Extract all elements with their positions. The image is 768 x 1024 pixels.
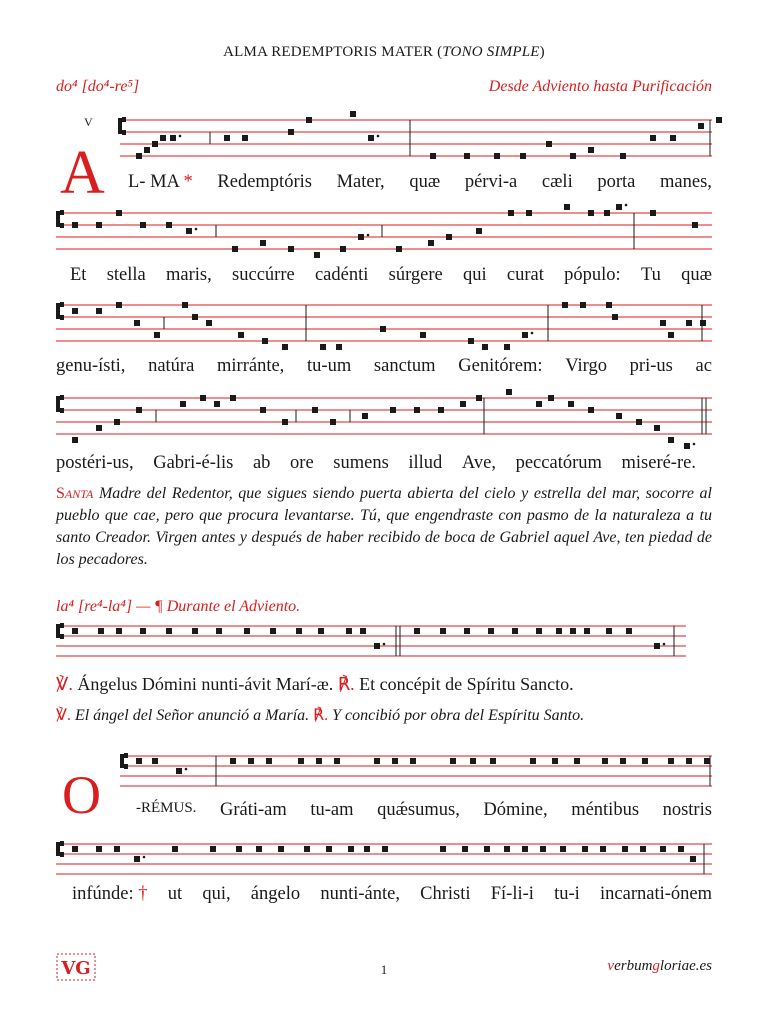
neume (600, 846, 606, 852)
neume (574, 758, 580, 764)
neume (606, 628, 612, 634)
neume (180, 401, 186, 407)
response-symbol: ℟. (337, 674, 355, 694)
c-clef (56, 624, 60, 638)
c-clef (124, 764, 128, 769)
neume (704, 758, 710, 764)
neume (476, 228, 482, 234)
neume (588, 210, 594, 216)
neume (140, 222, 146, 228)
neume-dot (383, 643, 386, 646)
c-clef (56, 303, 60, 319)
neume (96, 308, 102, 314)
neume (230, 395, 236, 401)
page-title (0, 44, 768, 61)
neume (568, 401, 574, 407)
neume (216, 628, 222, 634)
neume (160, 135, 166, 141)
dagger-mark: † (138, 884, 148, 904)
neume (700, 320, 706, 326)
neume (182, 302, 188, 308)
c-clef (122, 117, 126, 122)
neume (238, 332, 244, 338)
neume (490, 758, 496, 764)
neume (622, 846, 628, 852)
neume (580, 302, 586, 308)
svg-text:VG: VG (61, 958, 91, 979)
neume-dot (625, 204, 628, 207)
neume (560, 846, 566, 852)
neume-dot (367, 234, 370, 237)
neume (116, 210, 122, 216)
neume (360, 628, 366, 634)
neume (670, 135, 676, 141)
asterisk-mark: * (183, 172, 193, 192)
lyric-line-4: postéri-us, Gabri-é-lis ab ore sumens illud Ave, peccatórum miseré-re. (56, 453, 696, 473)
page-number: 1 (380, 962, 388, 977)
neume (72, 437, 78, 443)
neume (440, 846, 446, 852)
neume-dot (179, 135, 182, 138)
neume (660, 846, 666, 852)
neume (114, 419, 120, 425)
neume (380, 326, 386, 332)
neume (390, 407, 396, 413)
neume (170, 135, 176, 141)
neume (248, 758, 254, 764)
neume (72, 628, 78, 634)
neume (304, 846, 310, 852)
neume (346, 628, 352, 634)
neume (464, 628, 470, 634)
neume (556, 628, 562, 634)
drop-cap-a: A (60, 139, 105, 207)
translation-initial: S (56, 485, 65, 502)
neume (570, 628, 576, 634)
neume (522, 846, 528, 852)
neume (334, 758, 340, 764)
staff-4 (56, 390, 712, 450)
spanish-translation: SANTA Madre del Redentor, que sigues siendo puerta abierta del cielo y estrella del mar, socorre al pueblo que cae, pero que procura levantarse. Tú, que engendraste con pasmo de la naturaleza a tu santo Creador. Virgen antes y después de haber recibido de boca de Gabriel aquel Ave, ten piedad de los pecadores. (56, 485, 712, 568)
neume (266, 758, 272, 764)
season-rubric: Desde Adviento hasta Purificación (488, 78, 712, 95)
neume (626, 628, 632, 634)
site-link[interactable]: verbumgloriae.es (607, 958, 712, 974)
versicle-spanish: ℣. El ángel del Señor anunció a María. ℟. Y concibió por obra del Espíritu Santo. (56, 707, 585, 724)
neume (348, 846, 354, 852)
neume (684, 443, 690, 449)
lyric-line-2: Et stella maris, succúrre cadénti súrgere qui curat pópulo: Tu quæ (70, 265, 712, 285)
neume (114, 846, 120, 852)
staff-3 (56, 297, 712, 357)
neume (464, 153, 470, 159)
neume (214, 401, 220, 407)
neume (256, 846, 262, 852)
neume (270, 628, 276, 634)
neume (616, 413, 622, 419)
neume (232, 246, 238, 252)
neume (616, 204, 622, 210)
neume (192, 314, 198, 320)
neume (298, 758, 304, 764)
neume (340, 246, 346, 252)
neume-dot (531, 332, 534, 335)
neume (640, 846, 646, 852)
neume (296, 628, 302, 634)
neume (134, 856, 140, 862)
neume (410, 758, 416, 764)
neume (522, 332, 528, 338)
neume (562, 302, 568, 308)
neume (650, 135, 656, 141)
neume (318, 628, 324, 634)
neume-dot (185, 768, 188, 771)
neume (96, 846, 102, 852)
neume (620, 153, 626, 159)
neume (654, 425, 660, 431)
neume (636, 419, 642, 425)
c-clef (60, 223, 64, 228)
staff-2 (56, 205, 712, 265)
neume (540, 846, 546, 852)
staff-1 (120, 112, 712, 172)
neume (716, 117, 722, 123)
neume (374, 758, 380, 764)
neume (98, 628, 104, 634)
neume (314, 252, 320, 258)
oratio-line-2: infúnde: † ut qui, ángelo nunti-ánte, Christi Fí-li-i tu-i incarnati-ónem (72, 884, 712, 904)
staff-versicle (56, 622, 686, 662)
neume (152, 141, 158, 147)
neume (428, 240, 434, 246)
neume (336, 344, 342, 350)
neume (154, 332, 160, 338)
neume (476, 395, 482, 401)
neume (570, 153, 576, 159)
neume (512, 628, 518, 634)
neume (244, 628, 250, 634)
neume-dot (693, 443, 696, 446)
neume (446, 234, 452, 240)
lyric-line-3: genu-ísti, natúra mirránte, tu-um sanctum Genitórem: Virgo pri-us ac (56, 356, 712, 376)
neume (166, 628, 172, 634)
neume-dot (663, 643, 666, 646)
neume (450, 758, 456, 764)
neume (604, 210, 610, 216)
neume (140, 628, 146, 634)
neume (230, 758, 236, 764)
neume (552, 758, 558, 764)
neume (242, 135, 248, 141)
neume (484, 846, 490, 852)
c-clef (118, 118, 122, 134)
lyric-line-1: L- MA * Redemptóris Mater, quæ pérvi-a cæli porta manes, (128, 172, 712, 192)
versicle-latin: ℣. Ángelus Dómini nunti-ávit Marí-æ. ℟. Et concépit de Spíritu Sancto. (56, 674, 574, 694)
neume (144, 147, 150, 153)
neume (414, 407, 420, 413)
neume (506, 389, 512, 395)
neume (488, 628, 494, 634)
c-clef (60, 210, 64, 215)
title-italic: TONO SIMPLE (442, 44, 540, 60)
neume (312, 407, 318, 413)
c-clef (60, 315, 64, 320)
neume (504, 846, 510, 852)
versicle-rubric: la⁴ [re⁴-la⁴] — ¶ Durante el Adviento. (56, 598, 301, 615)
neume (368, 135, 374, 141)
neume (536, 401, 542, 407)
neume (260, 240, 266, 246)
neume (350, 111, 356, 117)
neume (686, 320, 692, 326)
title-main: ALMA REDEMPTORIS MATER ( (223, 44, 443, 60)
neume (206, 320, 212, 326)
neume (526, 210, 532, 216)
neume (690, 856, 696, 862)
neume (396, 246, 402, 252)
neume (166, 222, 172, 228)
staff-oratio-1 (120, 752, 712, 792)
neume (668, 437, 674, 443)
neume (172, 846, 178, 852)
neume (224, 135, 230, 141)
neume (642, 758, 648, 764)
neume (364, 846, 370, 852)
neume (494, 153, 500, 159)
neume (72, 308, 78, 314)
neume (116, 628, 122, 634)
neume (176, 768, 182, 774)
neume (72, 222, 78, 228)
neume (482, 344, 488, 350)
neume (654, 643, 660, 649)
c-clef (120, 754, 124, 768)
neume (470, 758, 476, 764)
c-clef (60, 841, 64, 846)
neume (602, 758, 608, 764)
neume (508, 210, 514, 216)
neume (210, 846, 216, 852)
neume (530, 758, 536, 764)
neume (382, 846, 388, 852)
neume (650, 210, 656, 216)
neume (660, 320, 666, 326)
title-close: ) (539, 44, 545, 60)
c-clef (56, 211, 60, 227)
neume (288, 246, 294, 252)
neume (564, 204, 570, 210)
neume (678, 846, 684, 852)
neume (462, 846, 468, 852)
neume (72, 846, 78, 852)
neume (134, 320, 140, 326)
neume-dot (195, 228, 198, 231)
neume (278, 846, 284, 852)
neume (320, 344, 326, 350)
neume (316, 758, 322, 764)
neume (606, 302, 612, 308)
neume (686, 758, 692, 764)
neume (546, 141, 552, 147)
neume (136, 153, 142, 159)
c-clef (60, 634, 64, 639)
neume (326, 846, 332, 852)
staff-oratio-2 (56, 840, 712, 880)
neume (438, 407, 444, 413)
neume (584, 628, 590, 634)
c-clef (56, 396, 60, 412)
voice-mark: V (84, 115, 93, 129)
neume (152, 758, 158, 764)
neume (288, 129, 294, 135)
neume-dot (143, 856, 146, 859)
neume (192, 628, 198, 634)
c-clef (60, 302, 64, 307)
neume (460, 401, 466, 407)
neume (262, 338, 268, 344)
neume (96, 222, 102, 228)
neume (582, 846, 588, 852)
neume (136, 407, 142, 413)
neume (520, 153, 526, 159)
neume (200, 395, 206, 401)
neume (260, 407, 266, 413)
neume (698, 123, 704, 129)
c-clef (122, 130, 126, 135)
oratio-line-1: -RÉMUS. Gráti-am tu-am quǽsumus, Dómine, méntibus nostris (136, 800, 712, 820)
neume (414, 628, 420, 634)
neume-dot (377, 135, 380, 138)
neume (236, 846, 242, 852)
neume (612, 314, 618, 320)
neume (330, 419, 336, 425)
neume (136, 758, 142, 764)
neume (668, 758, 674, 764)
neume (186, 228, 192, 234)
neume (96, 425, 102, 431)
neume (362, 413, 368, 419)
neume (282, 419, 288, 425)
neume (420, 332, 426, 338)
neume (374, 643, 380, 649)
neume (306, 117, 312, 123)
neume (668, 332, 674, 338)
neume (504, 344, 510, 350)
c-clef (60, 852, 64, 857)
neume (588, 407, 594, 413)
neume (588, 147, 594, 153)
versicle-symbol: ℣. (56, 674, 73, 694)
neume (440, 628, 446, 634)
mode-indicator: do⁴ [do⁴-re⁵] (56, 78, 140, 95)
c-clef (60, 395, 64, 400)
neume (536, 628, 542, 634)
c-clef (60, 408, 64, 413)
neume (692, 222, 698, 228)
drop-cap-o: O (62, 765, 101, 825)
c-clef (56, 842, 60, 856)
neume (548, 395, 554, 401)
neume (430, 153, 436, 159)
neume (358, 234, 364, 240)
neume (620, 758, 626, 764)
neume (468, 338, 474, 344)
neume (282, 344, 288, 350)
neume (116, 302, 122, 308)
c-clef (60, 623, 64, 628)
neume (392, 758, 398, 764)
c-clef (124, 753, 128, 758)
